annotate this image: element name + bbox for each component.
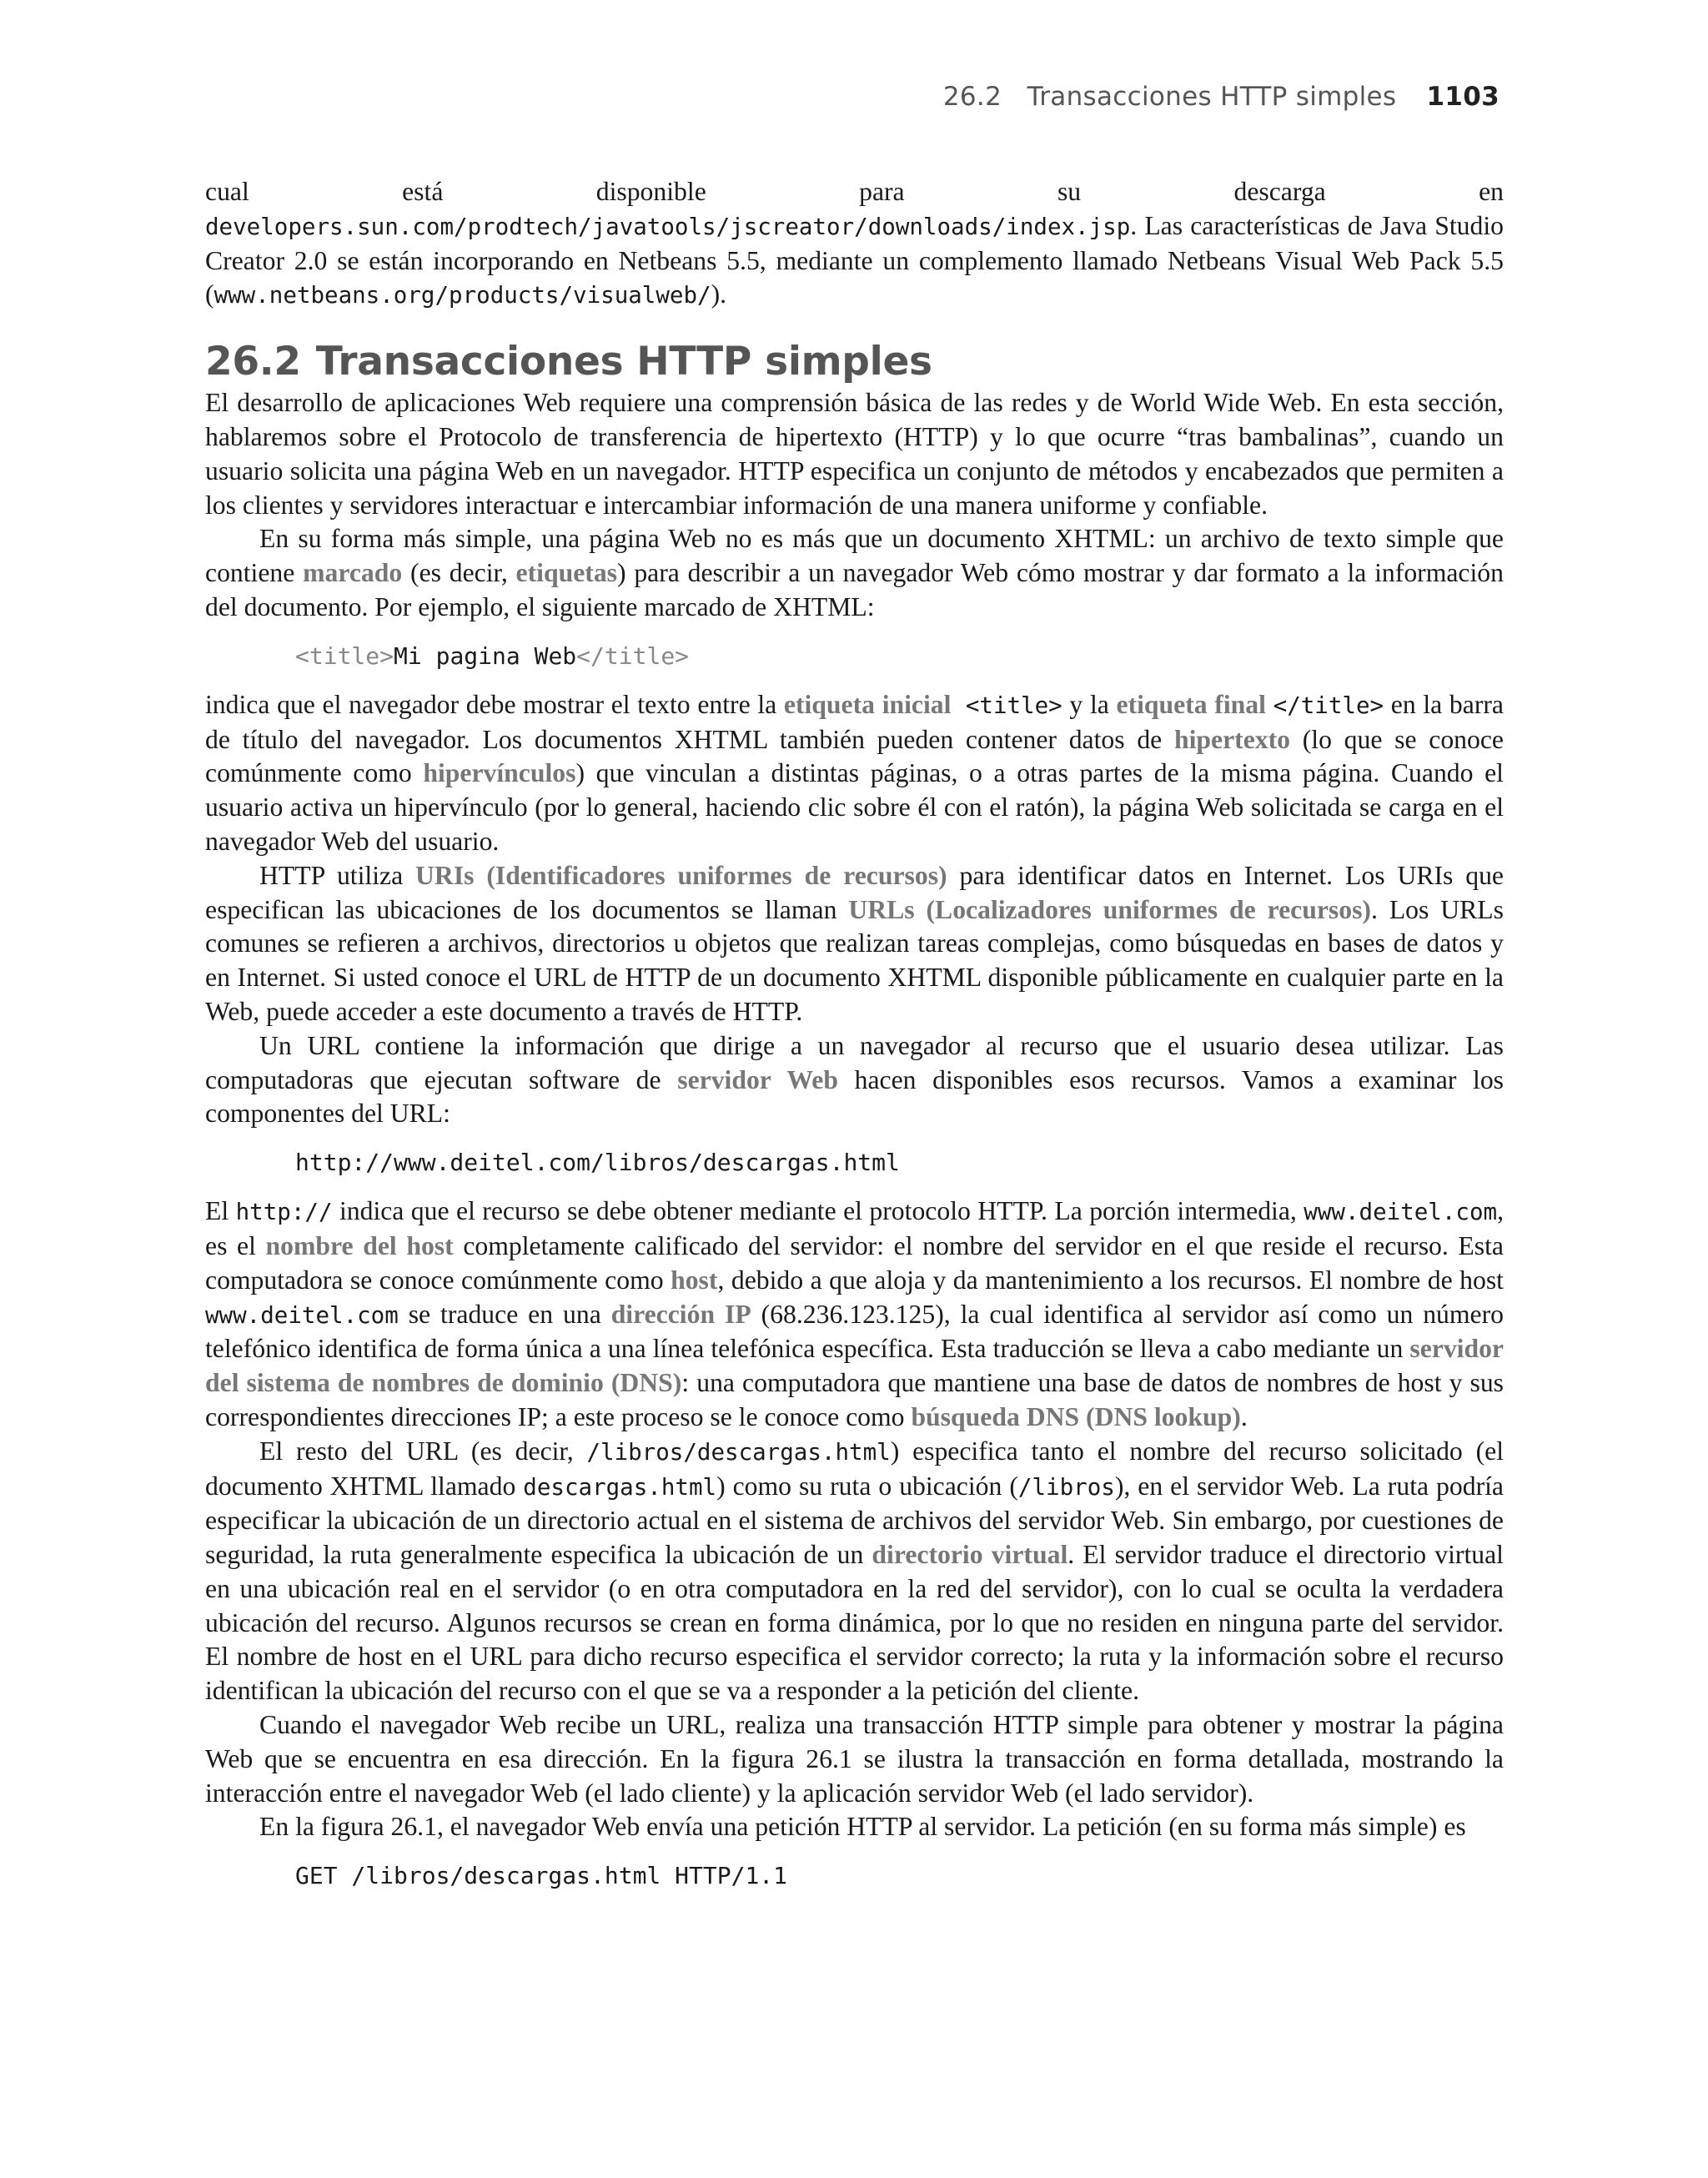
text-run: , debido a que aloja y da mantenimiento a los recursos. El nombre de host xyxy=(717,1265,1504,1295)
key-term: servidor del sistema de nombres de dominio (DNS) xyxy=(205,1334,1504,1398)
text-run: En su forma más simple, una página Web no es más que un documento XHTML: un archivo de texto simple que contiene xyxy=(205,524,1504,588)
key-term: dirección IP xyxy=(610,1299,751,1329)
key-term: servidor Web xyxy=(677,1064,838,1094)
text-run: indica que el navegador debe mostrar el texto entre la xyxy=(205,689,784,719)
text-run: ) para describir a un navegador Web cómo mostrar y dar formato a la información del documento. Por ejemplo, el siguiente marcado de XHTML: xyxy=(205,558,1504,621)
key-term: hipervínculos xyxy=(423,758,576,788)
paragraph-1 xyxy=(205,386,1504,522)
text-run: . Las características de Java Studio Creator 2.0 se están incorporando en Netbeans 5.5, mediante un complemento llamado Netbeans Visual Web Pack 5.5 ( xyxy=(205,210,1504,309)
text-run: cual está disponible para su descarga en xyxy=(205,177,1504,206)
code-example-title-tag xyxy=(295,640,1504,673)
text-run: El resto del URL (es decir, xyxy=(259,1436,587,1466)
text-run: (68.236.123.125), la cual identifica al servidor así como un número telefónico identifica de forma única a una línea telefónica específica. Esta traducción se lleva a cabo mediante un xyxy=(205,1299,1505,1364)
inline-code: descargas.html xyxy=(523,1473,717,1501)
paragraph-7 xyxy=(205,1435,1504,1708)
section-heading-number: 26.2 xyxy=(205,339,301,385)
paragraph-3 xyxy=(205,688,1504,859)
inline-code: http:// xyxy=(235,1199,333,1226)
text-run: , es el xyxy=(205,1196,1504,1260)
key-term: etiqueta inicial xyxy=(783,689,952,719)
section-heading xyxy=(205,338,1504,386)
key-term: nombre del host xyxy=(265,1230,454,1260)
text-run: Un URL contiene la información que dirige a un navegador al recurso que el usuario desea utilizar. Las computadoras que ejecutan software de xyxy=(205,1030,1504,1094)
paragraph-2 xyxy=(205,522,1504,624)
header-section-title: Transacciones HTTP simples xyxy=(1027,82,1397,112)
paragraph-6 xyxy=(205,1195,1504,1435)
key-term: búsqueda DNS (DNS lookup) xyxy=(911,1401,1241,1431)
key-term: etiqueta final xyxy=(1116,689,1266,719)
inline-code: www.deitel.com xyxy=(205,1301,399,1329)
netbeans-url: www.netbeans.org/products/visualweb/ xyxy=(214,282,711,309)
key-term: directorio virtual xyxy=(872,1540,1068,1570)
header-section-number: 26.2 xyxy=(942,82,1002,112)
text-run: El xyxy=(205,1196,236,1226)
inline-code: /libros xyxy=(1017,1473,1115,1501)
text-run: ) que vinculan a distintas páginas, o a otras partes de la misma página. Cuando el usuario activa un hipervínculo (por lo general, haciendo clic sobre él con el ratón), la página Web solicitada se carga en el navegador Web del usuario. xyxy=(205,758,1504,856)
text-run: El desarrollo de aplicaciones Web requiere una comprensión básica de las redes y de World Wide Web. En esta sección, hablaremos sobre el Protocolo de transferencia de hipertexto (HTTP) y lo que ocurre “tras bambalinas”, cuando un usuario solicita una página Web en un navegador. HTTP especifica un conjunto de métodos y encabezados que permiten a los clientes y servidores interactuar e intercambiar información de una manera uniforme y confiable. xyxy=(205,388,1504,520)
text-run: HTTP utiliza xyxy=(259,860,416,890)
key-term: URLs (Localizadores uniformes de recursos) xyxy=(848,894,1371,924)
text-run: para identificar datos en Internet. Los URIs que especifican las ubicaciones de los documentos se llaman xyxy=(205,860,1504,924)
page-number: 1103 xyxy=(1426,82,1500,112)
text-run: indica que el recurso se debe obtener mediante el protocolo HTTP. La porción intermedia, xyxy=(332,1196,1304,1226)
key-term: URIs (Identificadores uniformes de recursos) xyxy=(415,860,947,890)
text-run: Cuando el navegador Web recibe un URL, realiza una transacción HTTP simple para obtener y mostrar la página Web que se encuentra en esa dirección. En la figura 26.1 se ilustra la transacción en forma detallada, mostrando la interacción entre el navegador Web (el lado cliente) y la aplicación servidor Web (el lado servidor). xyxy=(205,1710,1504,1808)
inline-code: www.deitel.com xyxy=(1304,1199,1498,1226)
download-url: developers.sun.com/prodtech/javatools/jscreator/downloads/index.jsp xyxy=(205,213,1131,240)
text-run: (es decir, xyxy=(402,558,516,588)
code-text: Mi pagina Web xyxy=(394,641,577,670)
key-term: host xyxy=(671,1265,718,1295)
section-heading-title: Transacciones HTTP simples xyxy=(315,339,932,385)
code-close-tag: </title> xyxy=(576,641,690,670)
text-run: . Los URLs comunes se refieren a archivos, directorios u objetos que realizan tareas complejas, como búsquedas en bases de datos y en Internet. Si usted conoce el URL de HTTP de un documento XHTML disponible públicamente en cualquier parte en la Web, puede acceder a este documento a través de HTTP. xyxy=(205,894,1504,1026)
key-term: hipertexto xyxy=(1173,724,1291,754)
text-run: se traduce en una xyxy=(398,1299,611,1329)
text-run: . El servidor traduce el directorio virtual en una ubicación real en el servidor (o en otra computadora en la red del servidor), con lo cual se oculta la verdadera ubicación del recurso. Algunos recursos se crean en forma dinámica, por lo que no residen en ninguna parte del servidor. El nombre de host en el URL para dicho recurso especifica el servidor correcto; la ruta y la información sobre el recurso identifican la ubicación del recurso con el que se va a responder a la petición del cliente. xyxy=(205,1540,1504,1706)
key-term: etiquetas xyxy=(515,558,617,588)
text-run: en la barra de título del navegador. Los documentos XHTML también pueden contener datos de xyxy=(205,689,1505,754)
paragraph-4 xyxy=(205,859,1504,1029)
text-run: (lo que se conoce comúnmente como xyxy=(205,724,1504,788)
text-run: : una computadora que mantiene una base de datos de nombres de host y sus correspondientes direcciones IP; a este proceso se le conoce como xyxy=(205,1368,1505,1431)
paragraph-5 xyxy=(205,1029,1504,1131)
inline-code: /libros/descargas.html xyxy=(586,1438,891,1466)
text-run: ) como su ruta o ubicación ( xyxy=(716,1471,1018,1501)
code-open-tag: <title> xyxy=(295,641,394,670)
text-run: hacen disponibles esos recursos. Vamos a examinar los componentes del URL: xyxy=(205,1064,1504,1129)
text-run: ), en el servidor Web. La ruta podría especificar la ubicación de un directorio actual en el sistema de archivos del servidor Web. Sin embargo, por cuestiones de seguridad, la ruta generalmente especifica la ubicación de un xyxy=(205,1471,1504,1570)
paragraph-8 xyxy=(205,1708,1504,1810)
paragraph-9 xyxy=(205,1810,1504,1844)
inline-code: </title> xyxy=(1273,692,1384,719)
code-example-url: http://www.deitel.com/libros/descargas.html xyxy=(295,1149,900,1177)
page-body xyxy=(205,175,1504,1908)
text-run: . xyxy=(1240,1401,1248,1431)
code-example-get-request: GET /libros/descargas.html HTTP/1.1 xyxy=(295,1862,788,1890)
key-term: marcado xyxy=(303,558,403,588)
inline-code: <title> xyxy=(965,692,1062,719)
text-run: completamente calificado del servidor: el nombre del servidor en el que reside el recurso. Esta computadora se conoce comúnmente como xyxy=(205,1230,1504,1295)
text-run: ) especifica tanto el nombre del recurso solicitado (el documento XHTML llamado xyxy=(205,1436,1504,1501)
intro-paragraph xyxy=(205,175,1504,313)
text-run: ). xyxy=(711,279,727,309)
text-run: y la xyxy=(1062,689,1117,719)
running-header xyxy=(943,82,1500,112)
text-run: En la figura 26.1, el navegador Web envía una petición HTTP al servidor. La petición (en su forma más simple) es xyxy=(259,1812,1466,1842)
